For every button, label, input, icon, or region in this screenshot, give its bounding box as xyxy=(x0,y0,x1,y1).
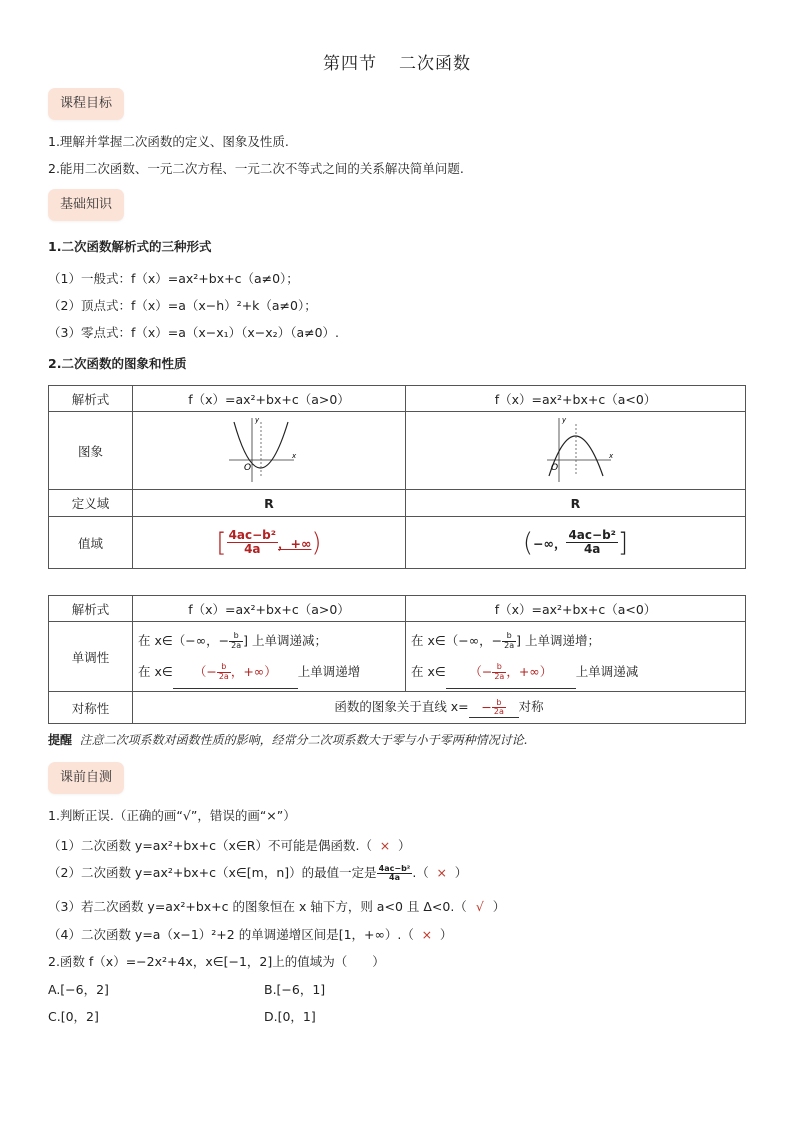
answer-mark: × xyxy=(436,865,448,880)
parabola-curve xyxy=(234,422,288,468)
frac-num: b xyxy=(492,699,506,708)
form-general: （1）一般式：f（x）=ax²+bx+c（a≠0）； xyxy=(48,271,299,286)
text: （− xyxy=(469,663,493,679)
option-b: B.[−6，1] xyxy=(264,982,326,997)
section-topic: 二次函数 xyxy=(399,54,471,74)
table-monotonicity xyxy=(48,595,746,724)
frac-b-2a xyxy=(492,663,506,681)
expr-a-negative: f（x）=ax²+bx+c（a<0） xyxy=(406,386,746,412)
symmetry-statement xyxy=(133,692,746,724)
expr-a-positive: f（x）=ax²+bx+c（a>0） xyxy=(133,596,406,622)
graph-a-negative xyxy=(406,412,746,490)
option-a: A.[−6，2] xyxy=(48,982,109,997)
table-graph-properties xyxy=(48,385,746,569)
tip-key: 提醒 xyxy=(48,733,73,747)
frac-num: 4ac−b² xyxy=(228,528,277,543)
range-a-positive xyxy=(133,517,406,569)
badge-basics: 基础知识 xyxy=(48,189,124,221)
text: ] 上单调递增； xyxy=(516,632,600,648)
domain-a-negative: R xyxy=(406,490,746,517)
text: 在 x∈ xyxy=(411,663,446,679)
y-label: y xyxy=(561,416,566,424)
left-paren: ( xyxy=(522,527,534,558)
q1-item-3 xyxy=(48,897,505,915)
answer-mark: × xyxy=(379,838,391,853)
q1-item-2 xyxy=(48,863,467,882)
frac-den: 4a xyxy=(389,873,400,882)
row-label-monotonicity: 单调性 xyxy=(49,622,133,692)
form-vertex: （2）顶点式：f（x）=a（x−h）²+k（a≠0）； xyxy=(48,298,317,313)
tip-text: 注意二次项系数对函数性质的影响，经常分二次项系数大于零与小于零两种情况讨论. xyxy=(79,733,528,747)
text: 对称 xyxy=(518,699,544,715)
option-c: C.[0，2] xyxy=(48,1009,99,1024)
expr-a-positive: f（x）=ax²+bx+c（a>0） xyxy=(133,386,406,412)
badge-selftest: 课前自测 xyxy=(48,762,124,794)
frac-den: 2a xyxy=(494,671,505,681)
row-label-graph: 图象 xyxy=(49,412,133,490)
frac-den: 2a xyxy=(218,671,229,681)
text: .（ xyxy=(412,865,429,880)
left-bracket: [ xyxy=(216,527,227,558)
row-label-domain: 定义域 xyxy=(49,490,133,517)
forms-heading: 1.二次函数解析式的三种形式 xyxy=(48,239,212,254)
option-d: D.[0，1] xyxy=(264,1009,316,1024)
text: ，+∞） xyxy=(230,663,277,679)
text: ） xyxy=(454,865,468,880)
answer-blank xyxy=(469,699,519,718)
frac-num: 4ac−b² xyxy=(568,528,616,543)
props-heading: 2.二次函数的图象和性质 xyxy=(48,356,187,371)
graph-a-positive xyxy=(133,412,406,490)
x-label: x xyxy=(608,452,613,460)
answer-mark: √ xyxy=(475,899,484,914)
range-negative-fraction xyxy=(566,529,617,555)
q1-item-1 xyxy=(48,836,410,854)
text: ，+∞） xyxy=(506,663,553,679)
frac-num: b xyxy=(492,663,506,672)
range-negative-expr xyxy=(523,528,628,558)
text: 上单调递增 xyxy=(297,663,361,679)
domain-a-positive: R xyxy=(133,490,406,517)
form-zero: （3）零点式：f（x）=a（x−x₁）（x−x₂）（a≠0）. xyxy=(48,325,340,340)
frac-num: 4ac−b² xyxy=(378,863,411,873)
mono-pos-line-2 xyxy=(138,656,405,688)
tip xyxy=(48,731,527,748)
right-bracket: ] xyxy=(617,527,629,558)
frac-den: 4a xyxy=(583,542,601,556)
text: 函数的图象关于直线 x= xyxy=(334,699,469,715)
mono-neg-line-1 xyxy=(411,626,745,656)
text: ） xyxy=(439,927,453,942)
range-a-negative xyxy=(406,517,746,569)
text: 在 x∈（−∞，− xyxy=(411,632,503,648)
origin-label: O xyxy=(550,463,558,473)
origin-label: O xyxy=(244,463,252,473)
goal-2: 2.能用二次函数、一元二次方程、一元二次不等式之间的关系解决简单问题. xyxy=(48,161,464,176)
page-title xyxy=(0,49,794,74)
range-positive-fraction xyxy=(227,529,278,555)
text: − xyxy=(481,699,492,715)
answer-blank xyxy=(446,656,576,689)
text: （− xyxy=(193,663,217,679)
q1-item-4 xyxy=(48,925,452,943)
mono-a-positive xyxy=(133,622,406,692)
text: （2）二次函数 y=ax²+bx+c（x∈[m，n]）的最值一定是 xyxy=(48,865,377,880)
row-label-expr: 解析式 xyxy=(49,596,133,622)
frac-b-2a xyxy=(217,663,231,681)
q2-question: 2.函数 f（x）=−2x²+4x，x∈[−1，2]上的值域为（ ） xyxy=(48,954,385,969)
frac-extremum xyxy=(377,865,413,883)
text: 在 x∈（−∞，− xyxy=(138,632,230,648)
frac-b-2a xyxy=(502,632,516,650)
text: （4）二次函数 y=a（x−1）²+2 的单调递增区间是[1，+∞）.（ xyxy=(48,927,414,942)
downward-parabola-graph xyxy=(531,414,621,484)
text: ] 上单调递减； xyxy=(243,632,327,648)
text: 上单调递减 xyxy=(575,663,639,679)
mono-pos-line-1 xyxy=(138,626,405,656)
q1-instruction: 1.判断正误.（正确的画“√”，错误的画“×”） xyxy=(48,808,296,823)
mono-neg-line-2 xyxy=(411,656,745,688)
answer-blank xyxy=(173,656,298,689)
text: （1）二次函数 y=ax²+bx+c（x∈R）不可能是偶函数.（ xyxy=(48,838,372,853)
badge-goals: 课程目标 xyxy=(48,88,124,120)
row-label-range: 值域 xyxy=(49,517,133,569)
range-positive-rest: ，+∞ xyxy=(278,535,312,551)
expr-a-negative: f（x）=ax²+bx+c（a<0） xyxy=(406,596,746,622)
frac-num: b xyxy=(502,632,516,641)
text: 在 x∈ xyxy=(138,663,173,679)
frac-b-2a xyxy=(229,632,243,650)
text: ） xyxy=(492,899,506,914)
upward-parabola-graph xyxy=(224,414,314,484)
row-label-symmetry: 对称性 xyxy=(49,692,133,724)
goal-1: 1.理解并掌握二次函数的定义、图象及性质. xyxy=(48,134,289,149)
range-negative-left: −∞， xyxy=(533,535,567,551)
section-number: 第四节 xyxy=(323,54,377,74)
frac-den: 2a xyxy=(231,640,242,650)
frac-den: 2a xyxy=(493,707,504,717)
text: （3）若二次函数 y=ax²+bx+c 的图象恒在 x 轴下方，则 a<0 且 Δ<0.（ xyxy=(48,899,467,914)
answer-mark: × xyxy=(421,927,433,942)
frac-den: 4a xyxy=(244,542,261,556)
frac-den: 2a xyxy=(504,640,515,650)
row-label-expr: 解析式 xyxy=(49,386,133,412)
frac-num: b xyxy=(217,663,231,672)
text: ） xyxy=(397,838,411,853)
y-label: y xyxy=(255,416,260,424)
range-positive-expr xyxy=(216,528,321,558)
mono-a-negative xyxy=(406,622,746,692)
x-label: x xyxy=(292,452,297,460)
frac-num: b xyxy=(229,632,243,641)
frac-b-2a xyxy=(492,699,506,717)
right-paren: ) xyxy=(311,527,322,558)
